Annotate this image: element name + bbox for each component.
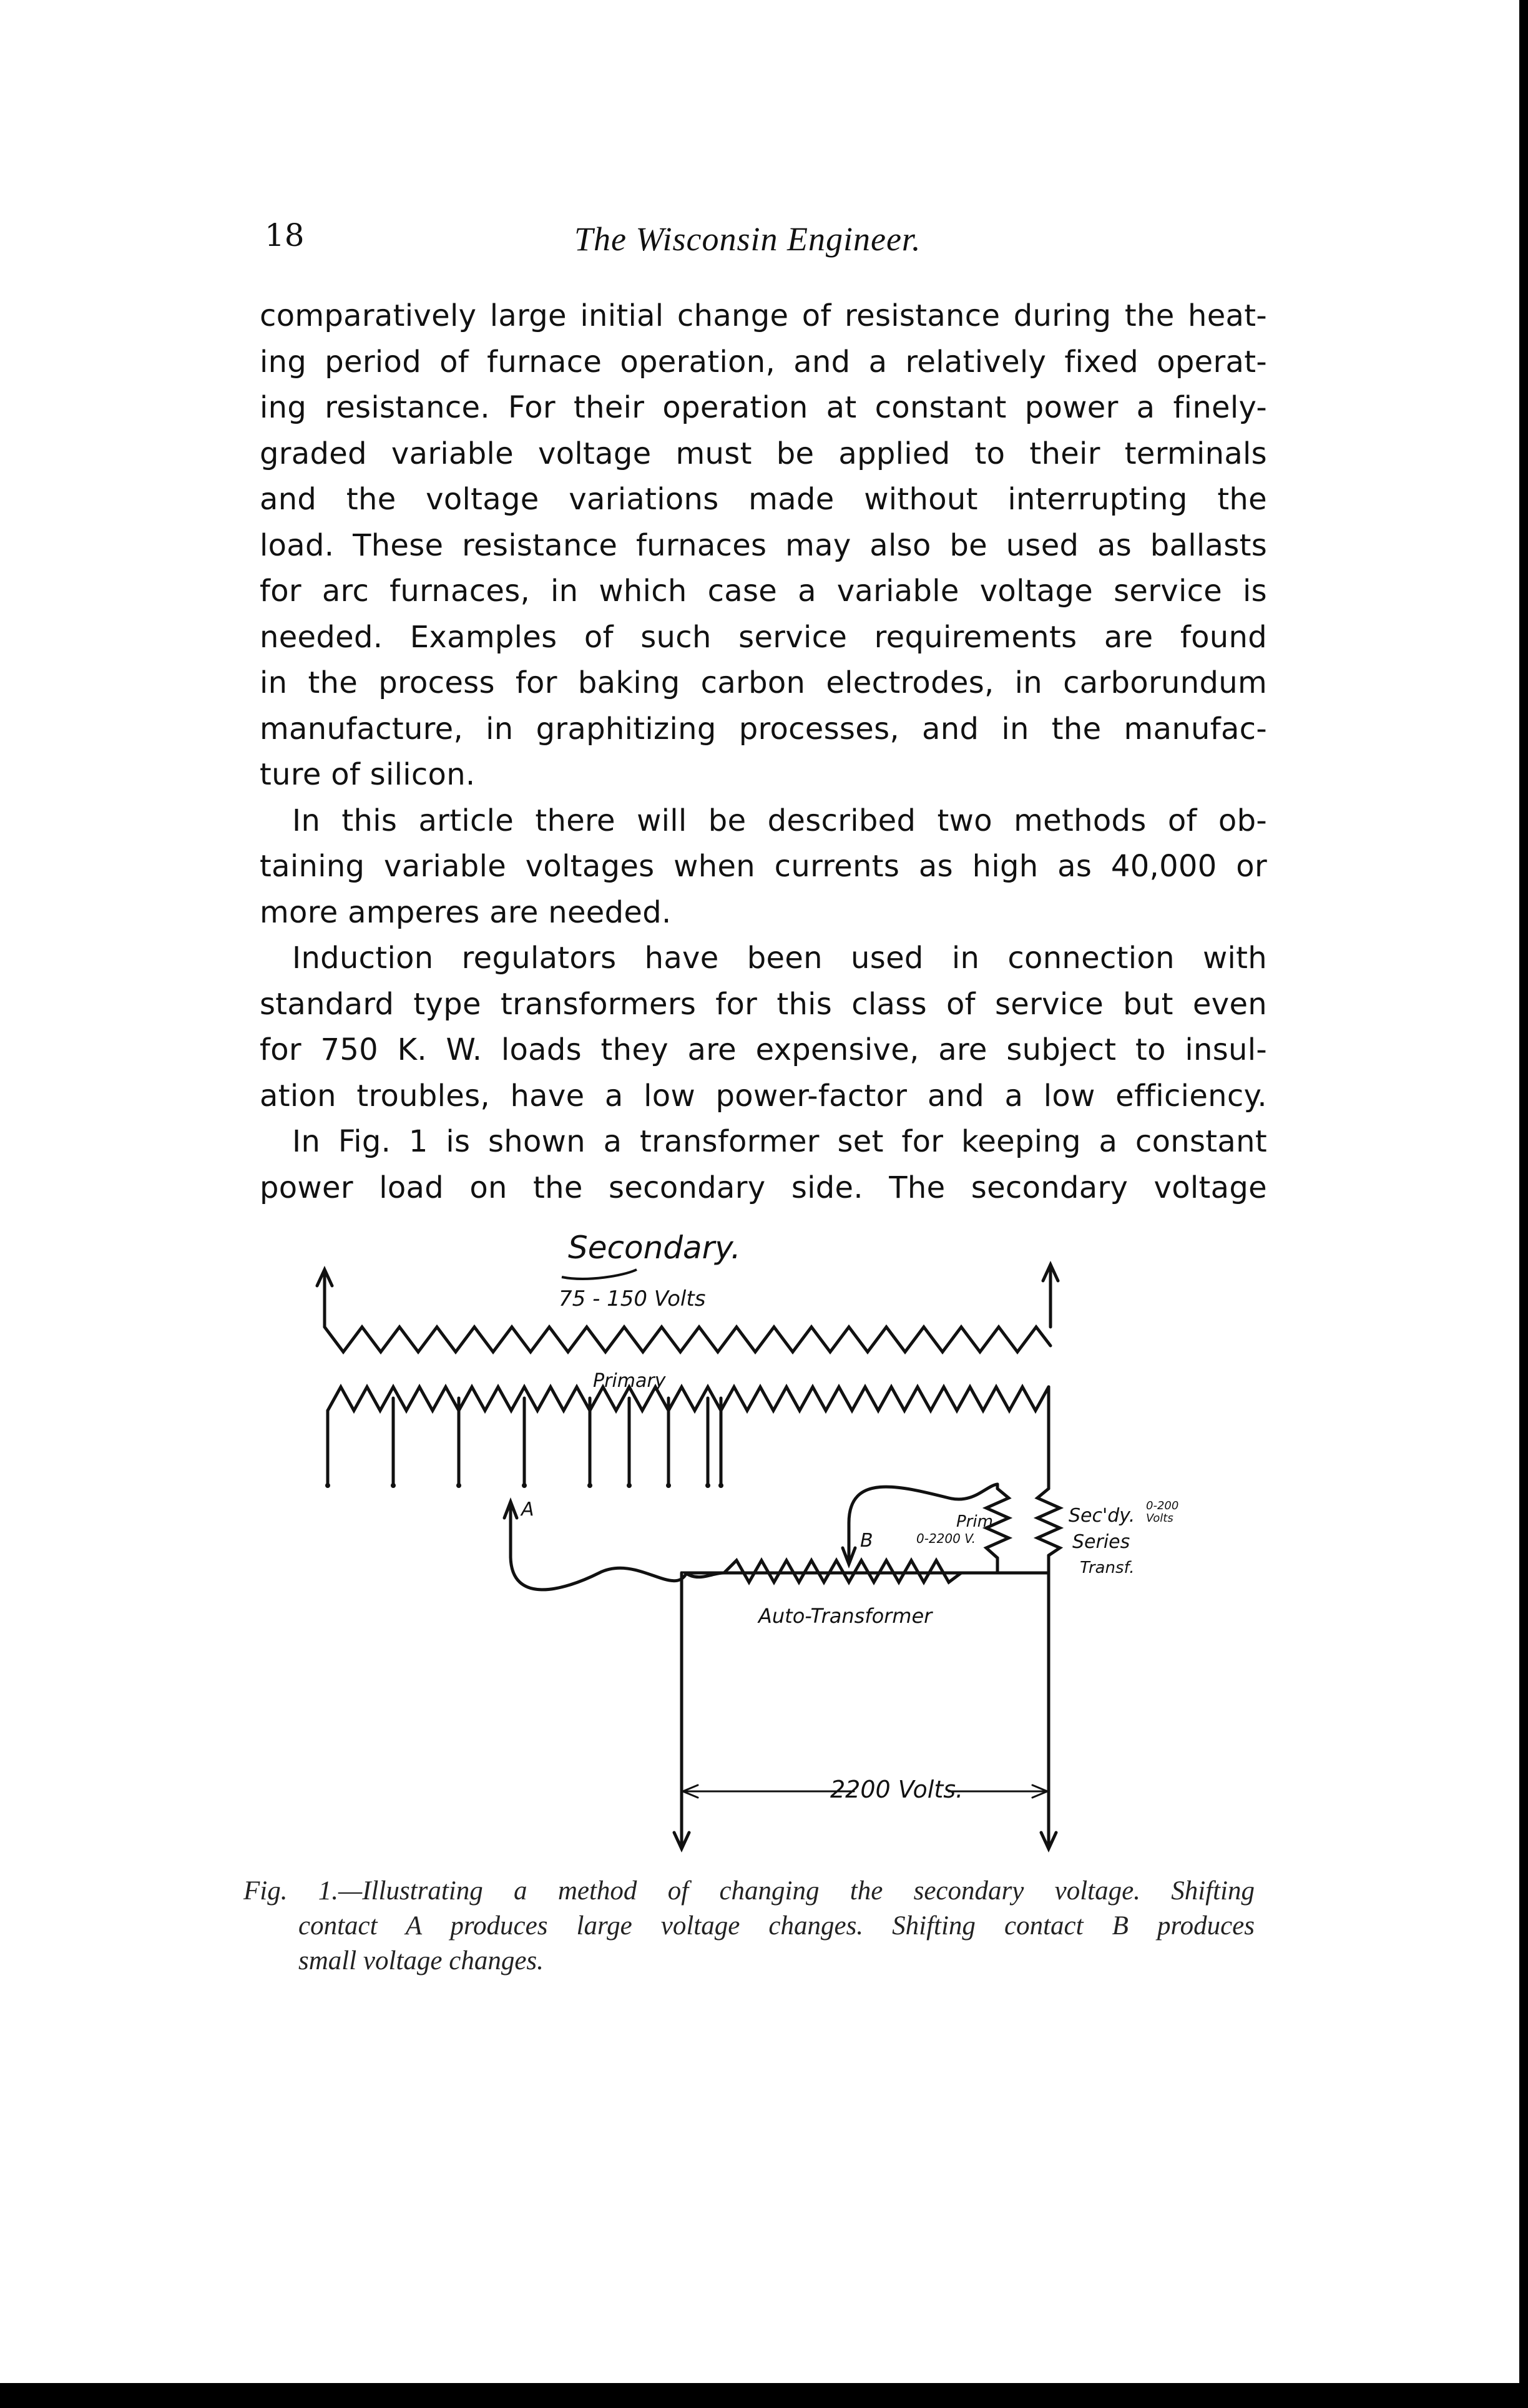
tap-end-dot xyxy=(522,1483,527,1488)
text-line: in the process for baking carbon electrodes, in carborundum xyxy=(260,665,1267,700)
series-secondary-winding xyxy=(1037,1489,1060,1555)
primary-winding xyxy=(328,1387,1049,1411)
label-prim-range: 0-2200 V. xyxy=(916,1531,976,1546)
text-line: power load on the secondary side. The secondary voltage xyxy=(260,1170,1267,1205)
text-line: standard type transformers for this class of service but even xyxy=(260,986,1267,1022)
text-line: needed. Examples of such service requirements are found xyxy=(260,619,1267,655)
text-line: and the voltage variations made without interrupting the xyxy=(260,482,1267,517)
tap-end-dot xyxy=(456,1483,461,1488)
label-contact-a: A xyxy=(521,1499,534,1520)
text-line: load. These resistance furnaces may also be used as ballasts xyxy=(260,527,1267,563)
text-line: for 750 K. W. loads they are expensive, are subject to insul- xyxy=(260,1032,1267,1067)
text-line: Induction regulators have been used in connection with xyxy=(292,941,1267,976)
figure-caption xyxy=(243,1874,1255,1979)
label-secdy-range: 0-200 xyxy=(1146,1499,1179,1512)
tap-end-dot xyxy=(627,1483,632,1488)
circuit-diagram xyxy=(300,1223,1223,1854)
caption-line: small voltage changes. xyxy=(298,1946,544,1975)
series-primary-bottom xyxy=(961,1558,997,1573)
text-line: graded variable voltage must be applied to their terminals xyxy=(260,436,1267,471)
label-secondary-range: 75 - 150 Volts xyxy=(559,1286,706,1311)
text-line: ture of silicon. xyxy=(260,757,476,792)
label-transf: Transf. xyxy=(1080,1559,1135,1577)
text-line: manufacture, in graphitizing processes, and in the manufac- xyxy=(260,711,1267,746)
caption-line: contact A produces large voltage changes. Shifting contact B produces xyxy=(298,1911,1255,1941)
label-auto-transformer: Auto-Transformer xyxy=(758,1604,933,1628)
label-secdy: Sec'dy. xyxy=(1069,1505,1135,1527)
tap-end-dot xyxy=(718,1483,723,1488)
text-line: ing resistance. For their operation at constant power a finely- xyxy=(260,390,1267,425)
article-body xyxy=(260,293,1267,1211)
text-line: for arc furnaces, in which case a variable voltage service is xyxy=(260,574,1267,609)
label-secdy-volts: Volts xyxy=(1146,1512,1173,1525)
tap-end-dot xyxy=(325,1483,330,1488)
label-supply-voltage: 2200 Volts. xyxy=(830,1776,964,1803)
circuit-figure xyxy=(300,1223,1223,1854)
text-line: comparatively large initial change of resistance during the heat- xyxy=(260,298,1267,333)
caption-line: Fig. 1.—Illustrating a method of changing the secondary voltage. Shifting xyxy=(243,1876,1255,1906)
tap-end-dot xyxy=(666,1483,671,1488)
scan-edge-bottom xyxy=(0,2383,1528,2408)
text-line: In Fig. 1 is shown a transformer set for keeping a constant xyxy=(292,1124,1267,1159)
label-primary: Primary xyxy=(593,1370,666,1392)
secondary-label-underline xyxy=(562,1270,637,1279)
running-title: The Wisconsin Engineer. xyxy=(574,220,921,258)
text-line: more amperes are needed. xyxy=(260,894,672,930)
text-line: taining variable voltages when currents as high as 40,000 or xyxy=(260,849,1267,884)
text-line: ing period of furnace operation, and a relatively fixed operat- xyxy=(260,344,1267,379)
text-line: In this article there will be described two methods of ob- xyxy=(292,803,1267,838)
label-contact-b: B xyxy=(860,1530,873,1552)
label-secondary: Secondary. xyxy=(568,1230,741,1266)
secondary-winding xyxy=(325,1327,1050,1352)
label-prim: Prim xyxy=(956,1512,993,1531)
contact-a-lead xyxy=(511,1504,724,1590)
page-number: 18 xyxy=(265,217,305,253)
label-series: Series xyxy=(1072,1531,1130,1553)
text-line: ation troubles, have a low power-factor and a low efficiency. xyxy=(260,1078,1267,1113)
tap-end-dot xyxy=(705,1483,710,1488)
tap-end-dot xyxy=(391,1483,396,1488)
tap-end-dot xyxy=(587,1483,592,1488)
scan-edge-right xyxy=(1519,0,1528,2408)
